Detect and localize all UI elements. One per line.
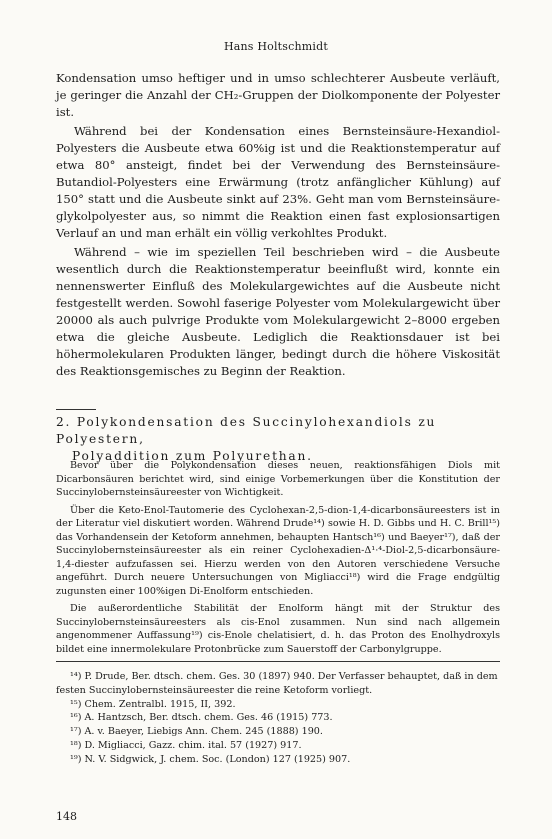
footnote: ¹⁴) P. Drude, Ber. dtsch. chem. Ges. 30 (1897) 940. Der Verfasser behauptet, daß in dem festen Succinylobernsteinsäureester die reine Ketoform vorliegt.: [56, 671, 498, 696]
footnote: ¹⁹) N. V. Sidgwick, J. chem. Soc. (London) 127 (1925) 907.: [70, 753, 351, 765]
paragraph: Die außerordentliche Stabilität der Enolform hängt mit der Struktur des Succinylobernsteinsäureesters als cis-Enol zusammen. Nun sind nach allgemein angenommener Auffassung¹⁹) cis-Enole chelatisiert, d. h. das Proton des Enolhydroxyls bildet eine innermolekulare Protonbrücke zum Sauerstoff der Carbonylgruppe.: [56, 603, 500, 655]
section-heading-line-1: 2. Polykondensation des Succinylohexandiols zu Polyestern,: [56, 415, 437, 446]
small-print-text: [56, 459, 500, 660]
section-heading-line-2: Polyaddition zum Polyurethan.: [72, 449, 313, 463]
running-head: Hans Holtschmidt: [223, 40, 329, 53]
footnote: ¹⁵) Chem. Zentralbl. 1915, II, 392.: [70, 698, 236, 710]
paragraph: Während – wie im speziellen Teil beschrieben wird – die Ausbeute wesentlich durch die Reaktionstemperatur beeinflußt wird, konnte ein nennenswerter Einfluß des Molekulargewichtes auf die Ausbeute nicht festgestellt werden. Sowohl faserige Polyester vom Molekulargewicht über 20000 als auch pulvrige Produkte vom Molekulargewicht 2–8000 ergeben etwa die gleiche Ausbeute. Lediglich die Reaktionsdauer ist bei höhermolekularen Produkten länger, bedingt durch die höhere Viskosität des Reaktionsgemisches zu Beginn der Reaktion.: [56, 245, 500, 378]
page-number: 148: [56, 810, 77, 823]
footnote: ¹⁷) A. v. Baeyer, Liebigs Ann. Chem. 245 (1888) 190.: [70, 726, 323, 738]
footnote-rule: [56, 661, 500, 662]
main-text: [56, 70, 500, 380]
paragraph: Während bei der Kondensation eines Bernsteinsäure-Hexandiol-Polyesters die Ausbeute etwa 60%ig ist und die Reaktionstemperatur auf etwa 80° ansteigt, findet bei der Verwendung des Bernsteinsäure-Butandiol-Polyesters eine Erwärmung (trotz anfänglicher Kühlung) auf 150° statt und die Ausbeute sinkt auf 23%. Geht man vom Bernsteinsäure-glykolpolyester aus, so nimmt die Reaktion einen fast explosionsartigen Verlauf an und man erhält ein völlig verkohltes Produkt.: [56, 124, 500, 240]
paragraph: Bevor über die Polykondensation dieses neuen, reaktionsfähigen Diols mit Dicarbonsäuren berichtet wird, sind einige Vorbemerkungen über die Konstitution der Succinylobernsteinsäureester von Wichtigkeit.: [56, 460, 500, 498]
heading-rule: [56, 409, 96, 410]
footnote: ¹⁸) D. Migliacci, Gazz. chim. ital. 57 (1927) 917.: [70, 739, 302, 751]
footnotes: [56, 670, 500, 767]
section-heading: [56, 414, 500, 465]
paragraph: Über die Keto-Enol-Tautomerie des Cyclohexan-2,5-dion-1,4-dicarbonsäureesters ist in der Literatur viel diskutiert worden. Während Drude¹⁴) sowie H. D. Gibbs und H. C. Brill¹⁵) das Vorhandensein der Ketoform annehmen, behaupten Hantsch¹⁶) und Baeyer¹⁷), daß der Succinylobernsteinsäureester als ein reiner Cyclohexadien-Δ¹·⁴-Diol-2,5-dicarbonsäure-1,4-diester aufzufassen sei. Hierzu werden von den Autoren verschiedene Versuche angeführt. Durch neuere Untersuchungen von Migliacci¹⁸) wird die Frage endgültig zugunsten einer 100%igen Di-Enolform entschieden.: [56, 504, 500, 597]
paragraph: Kondensation umso heftiger und in umso schlechterer Ausbeute verläuft, je geringer die Anzahl der CH₂-Gruppen der Diolkomponente der Polyester ist.: [56, 71, 500, 119]
footnote: ¹⁶) A. Hantzsch, Ber. dtsch. chem. Ges. 46 (1915) 773.: [70, 712, 333, 724]
